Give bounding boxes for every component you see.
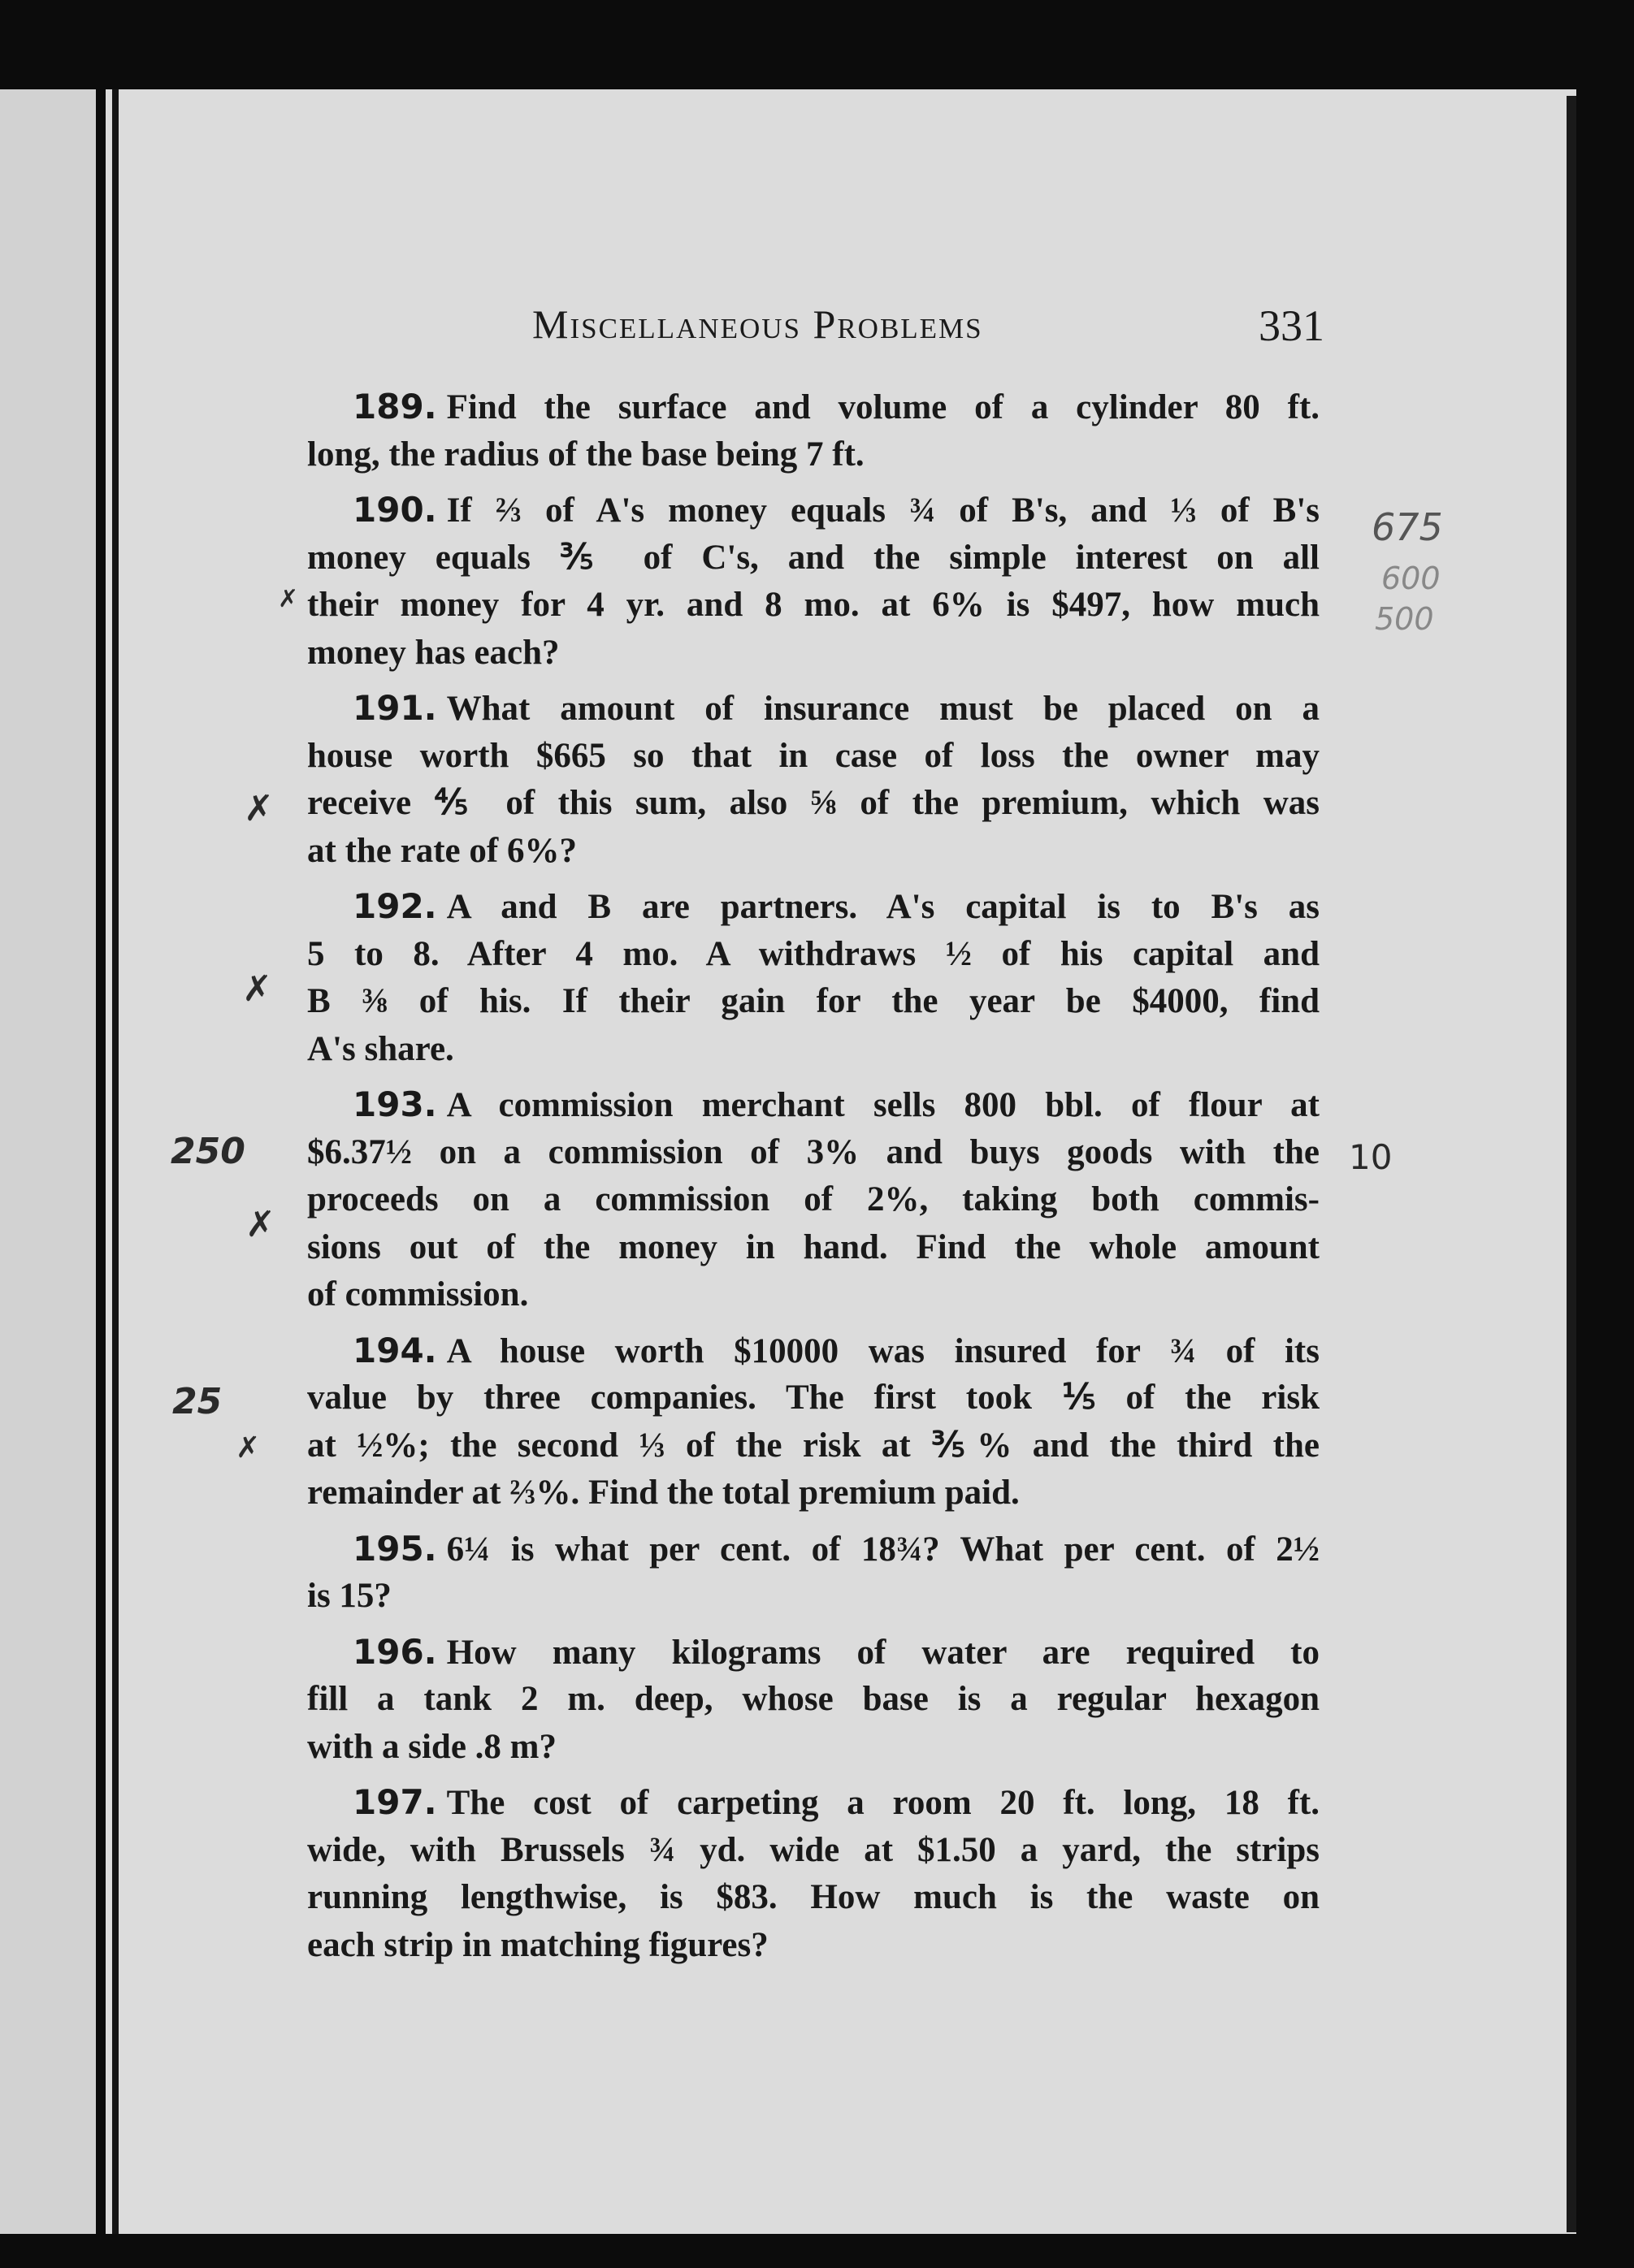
margin-note-675: 675 bbox=[1372, 505, 1443, 549]
problem-197 bbox=[307, 1779, 1320, 1969]
problem-195 bbox=[307, 1526, 1320, 1621]
problem-line: house worth $665 so that in case of loss the owner may bbox=[307, 736, 1320, 775]
margin-note-25: 25 bbox=[172, 1381, 223, 1422]
problem-number: 189. bbox=[353, 387, 437, 426]
problem-number: 196. bbox=[353, 1631, 437, 1672]
margin-note-500: 500 bbox=[1375, 601, 1434, 637]
page-number: 331 bbox=[1259, 301, 1324, 350]
facing-page-edge bbox=[0, 89, 96, 2234]
margin-note-600: 600 bbox=[1381, 561, 1441, 596]
problem-line: with a side .8 m? bbox=[307, 1727, 557, 1766]
margin-note-check-194: ✗ bbox=[236, 1431, 261, 1465]
problem-line: 191. What amount of insurance must be placed on a bbox=[353, 688, 1320, 728]
problem-194 bbox=[307, 1327, 1320, 1517]
problem-line: money equals ⅗ of C's, and the simple interest on all bbox=[307, 538, 1320, 577]
problem-line: wide, with Brussels ¾ yd. wide at $1.50 a yard, the strips bbox=[307, 1830, 1320, 1869]
problem-line: B ⅜ of his. If their gain for the year be $4000, find bbox=[307, 982, 1320, 1020]
problem-189 bbox=[307, 383, 1320, 478]
problem-line: each strip in matching figures? bbox=[307, 1925, 769, 1964]
page-edge-shadow bbox=[1567, 96, 1576, 2232]
margin-note-check-191: ✗ bbox=[244, 788, 274, 829]
problem-number: 191. bbox=[353, 688, 437, 728]
problem-number: 197. bbox=[353, 1782, 437, 1822]
problem-line: money has each? bbox=[307, 633, 560, 672]
problem-191 bbox=[307, 685, 1320, 875]
margin-note-check-190: ✗ bbox=[278, 585, 299, 613]
margin-note-check-192: ✗ bbox=[242, 968, 272, 1010]
problem-line: proceeds on a commission of 2%, taking both commis- bbox=[307, 1180, 1320, 1218]
problem-line: remainder at ⅔%. Find the total premium paid. bbox=[307, 1474, 1020, 1512]
problem-number: 190. bbox=[353, 490, 437, 530]
problem-line: fill a tank 2 m. deep, whose base is a regular hexagon bbox=[307, 1680, 1320, 1718]
problem-line: sions out of the money in hand. Find the whole amount bbox=[307, 1227, 1320, 1266]
problem-line: at ½%; the second ⅓ of the risk at ⅗% and the third the bbox=[307, 1426, 1320, 1465]
problem-line: 5 to 8. After 4 mo. A withdraws ½ of his capital and bbox=[307, 934, 1320, 973]
problem-list bbox=[307, 383, 1320, 2008]
problem-line: 194. A house worth $10000 was insured for ¾ of its bbox=[353, 1330, 1320, 1370]
margin-note-250: 250 bbox=[171, 1131, 245, 1172]
problem-line: is 15? bbox=[307, 1577, 392, 1615]
problem-number: 193. bbox=[353, 1084, 437, 1124]
problem-192 bbox=[307, 883, 1320, 1073]
problem-line: 197. The cost of carpeting a room 20 ft. long, 18 ft. bbox=[353, 1782, 1320, 1822]
problem-line: at the rate of 6%? bbox=[307, 831, 577, 870]
problem-190 bbox=[307, 487, 1320, 677]
problem-line: 196. How many kilograms of water are required to bbox=[353, 1631, 1320, 1672]
running-header bbox=[532, 301, 1324, 349]
problem-number: 192. bbox=[353, 886, 437, 926]
problem-line: $6.37½ on a commission of 3% and buys goods with the bbox=[307, 1132, 1320, 1171]
problem-line: value by three companies. The first took ⅕ of the risk bbox=[307, 1379, 1320, 1417]
problem-line: 189. Find the surface and volume of a cylinder 80 ft. bbox=[353, 387, 1320, 426]
problem-193 bbox=[307, 1081, 1320, 1319]
problem-196 bbox=[307, 1629, 1320, 1772]
problem-line: 192. A and B are partners. A's capital is to B's as bbox=[353, 886, 1320, 926]
gutter-shadow bbox=[112, 89, 119, 2234]
problem-line: long, the radius of the base being 7 ft. bbox=[307, 435, 865, 474]
problem-line: running lengthwise, is $83. How much is the waste on bbox=[307, 1878, 1320, 1916]
problem-line: their money for 4 yr. and 8 mo. at 6% is $497, how much bbox=[307, 586, 1320, 624]
problem-number: 195. bbox=[353, 1528, 437, 1569]
problem-line: receive ⅘ of this sum, also ⅝ of the premium, which was bbox=[307, 784, 1320, 822]
problem-number: 194. bbox=[353, 1330, 437, 1370]
problem-line: 190. If ⅔ of A's money equals ¾ of B's, and ⅓ of B's bbox=[353, 490, 1320, 530]
problem-line: 195. 6¼ is what per cent. of 18¾? What per cent. of 2½ bbox=[353, 1528, 1320, 1569]
problem-line: 193. A commission merchant sells 800 bbl. of flour at bbox=[353, 1084, 1320, 1124]
problem-line: of commission. bbox=[307, 1275, 529, 1314]
problem-line: A's share. bbox=[307, 1029, 454, 1068]
running-title: Miscellaneous Problems bbox=[532, 301, 983, 347]
margin-note-check-193: ✗ bbox=[245, 1204, 275, 1245]
margin-note-10: 10 bbox=[1349, 1137, 1393, 1177]
